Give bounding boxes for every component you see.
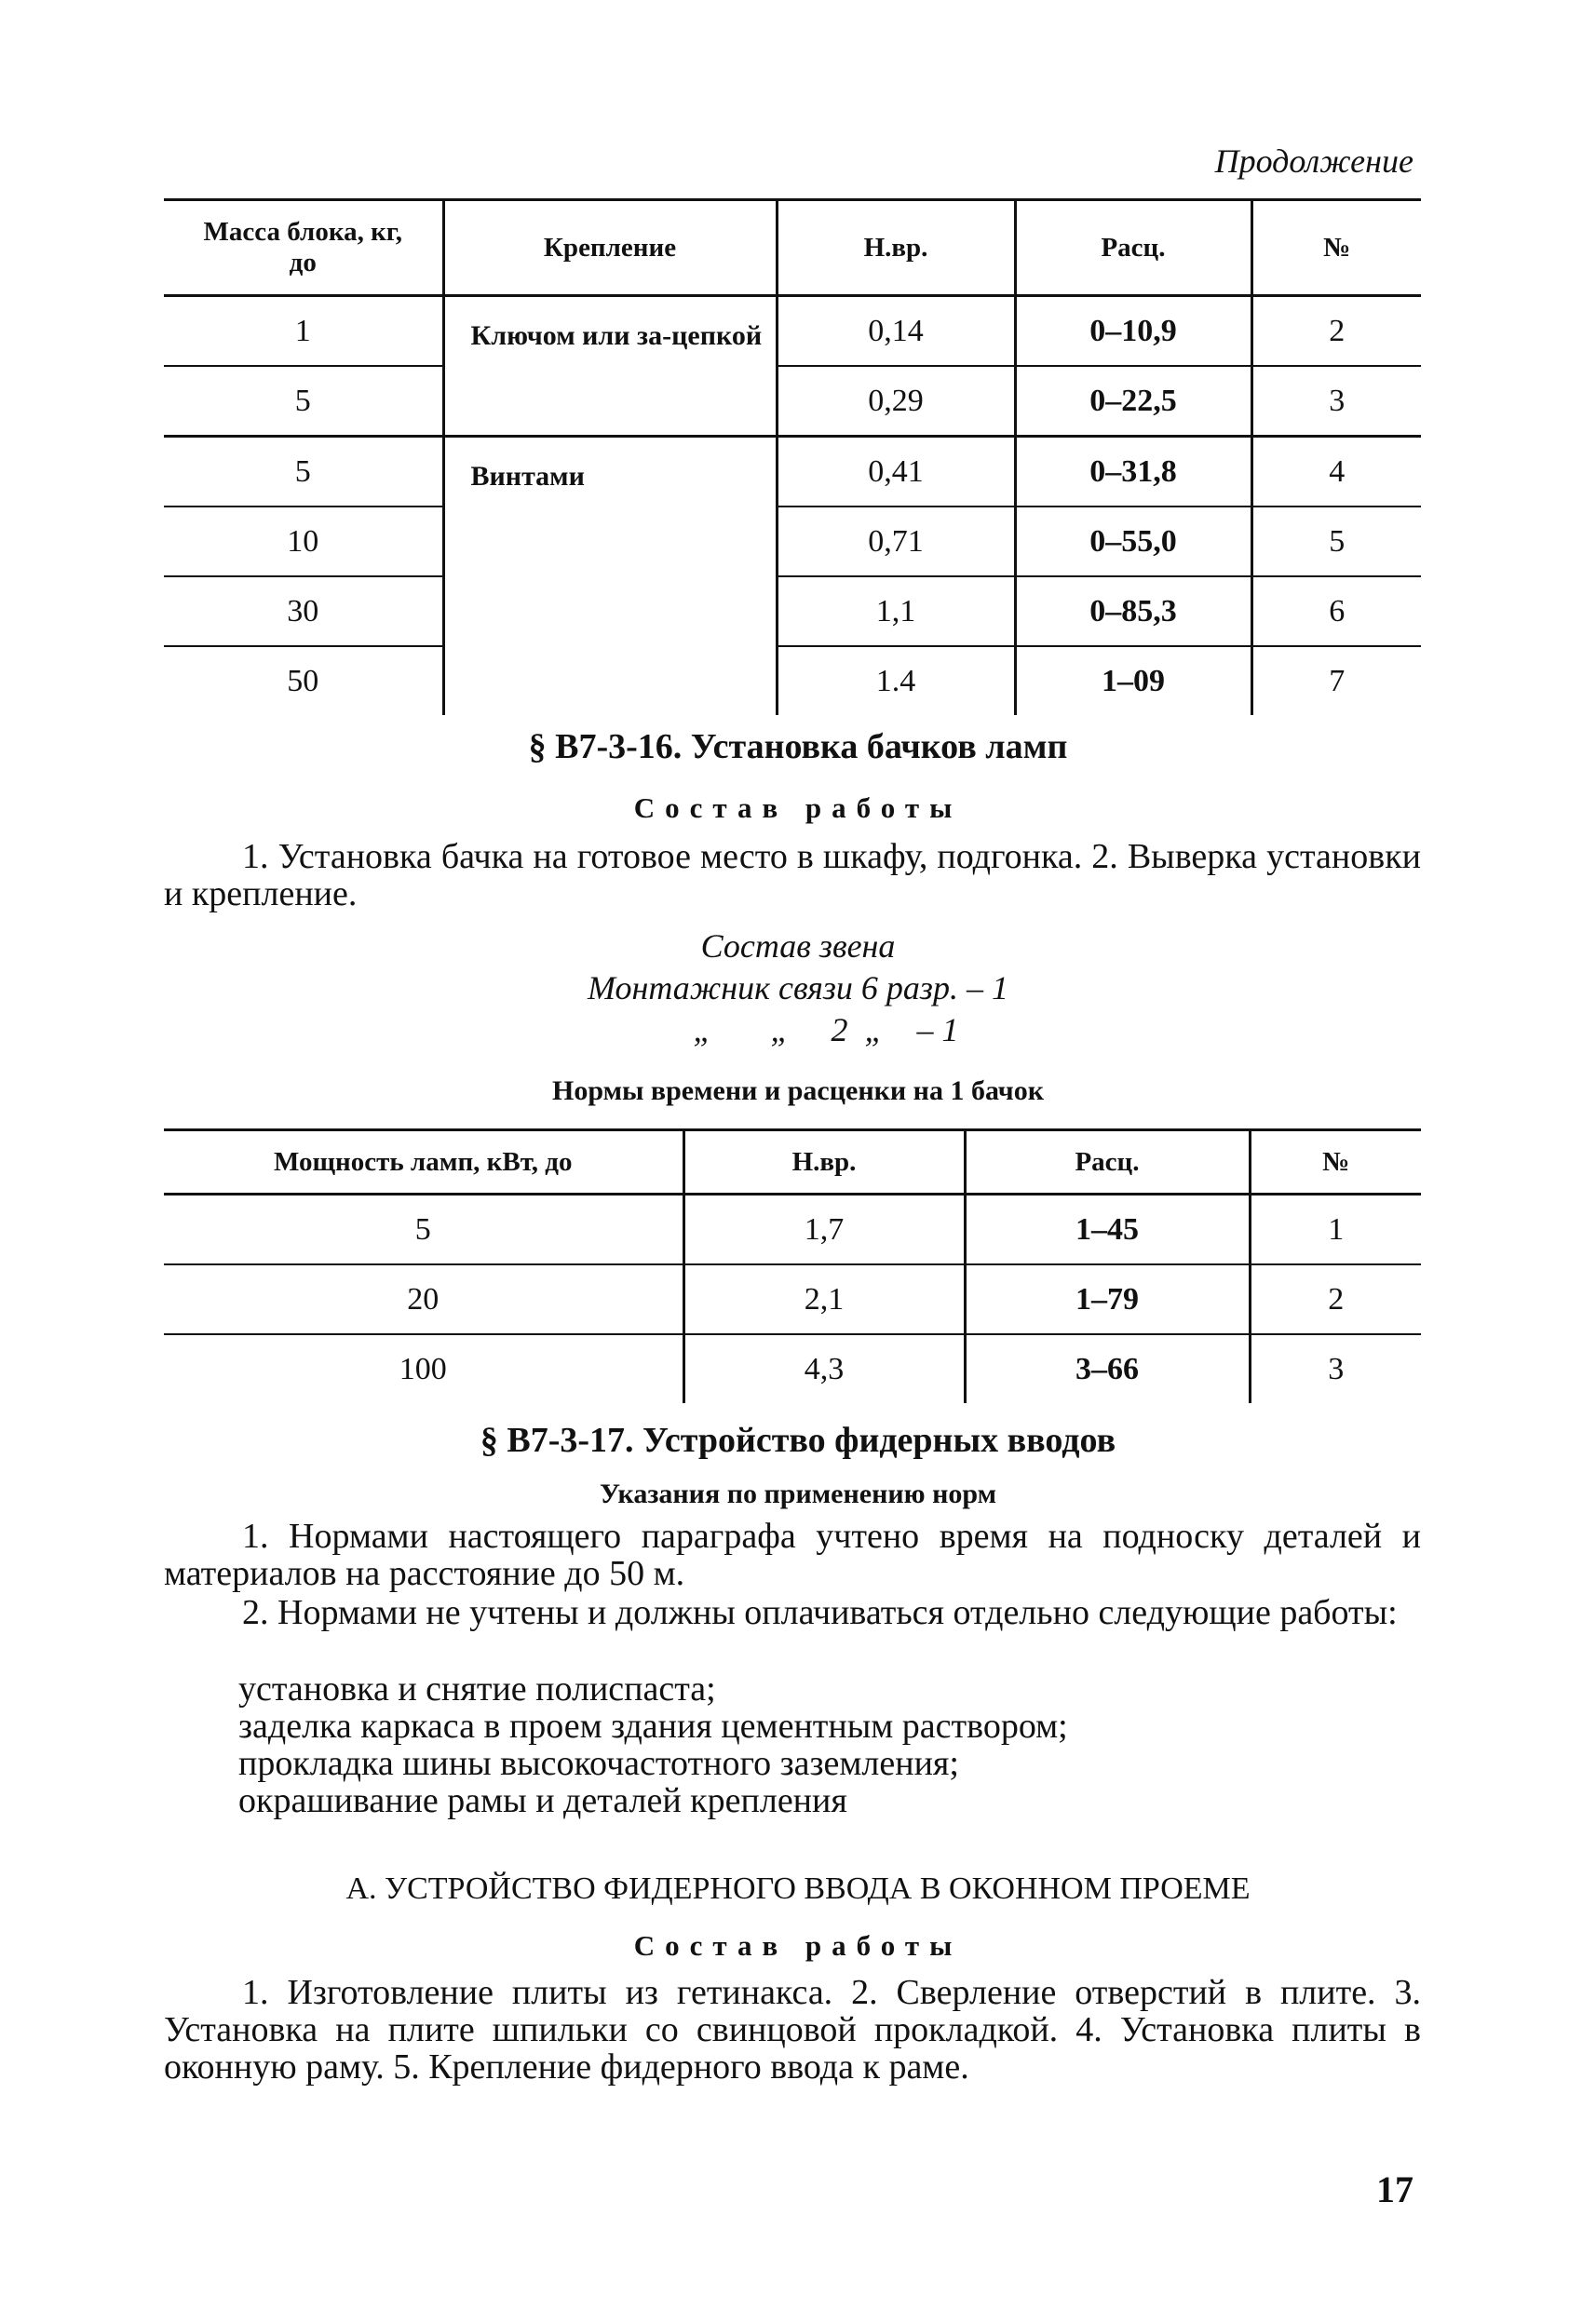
table-row — [164, 1264, 1421, 1334]
cell-mass: 10 — [164, 507, 443, 576]
cell-rasc: 1–09 — [1015, 646, 1251, 715]
cell-mass: 5 — [164, 366, 443, 437]
excluded-works-list — [238, 1670, 1421, 1819]
table-row — [164, 437, 1421, 507]
cell-no: 2 — [1251, 296, 1421, 367]
header-rasc: Расц. — [1015, 200, 1251, 296]
table-row — [164, 507, 1421, 576]
cell-power: 5 — [164, 1195, 683, 1265]
page-number: 17 — [1376, 2168, 1413, 2210]
cell-rasc: 1–79 — [965, 1264, 1250, 1334]
cell-mass: 30 — [164, 576, 443, 646]
section-17-work-heading: Состав работы — [633, 1929, 963, 1962]
table-row — [164, 296, 1421, 367]
cell-rasc: 1–45 — [965, 1195, 1250, 1265]
cell-nvr: 2,1 — [683, 1264, 965, 1334]
header-mount: Крепление — [443, 200, 777, 296]
list-item: заделка каркаса в проем здания цементным раствором; — [238, 1707, 1068, 1746]
header-no: № — [1250, 1130, 1421, 1195]
cell-nvr: 1,7 — [683, 1195, 965, 1265]
subsection-a-title: А. УСТРОЙСТВО ФИДЕРНОГО ВВОДА В ОКОННОМ ПРОЕМЕ — [345, 1871, 1251, 1906]
cell-nvr: 4,3 — [683, 1334, 965, 1403]
cell-no: 1 — [1250, 1195, 1421, 1265]
guide-paragraph-1: 1. Нормами настоящего параграфа учтено время на подноску деталей и материалов на расстояние до 50 м. — [164, 1517, 1421, 1593]
cell-no: 3 — [1251, 366, 1421, 437]
mass-mount-table — [164, 198, 1421, 715]
cell-rasc: 0–55,0 — [1015, 507, 1251, 576]
table-header-row — [164, 1130, 1421, 1195]
lamp-power-table — [164, 1128, 1421, 1403]
section-16-work-text: 1. Установка бачка на готовое место в шкафу, подгонка. 2. Выверка установки и крепление. — [164, 837, 1421, 913]
section-17-work-text: 1. Изготовление плиты из гетинакса. 2. Сверление отверстий в плите. 3. Установка на плите шпильки со свинцовой прокладкой. 4. Установка плиты в оконную раму. 5. Крепление фидерного ввода к раме. — [164, 1973, 1421, 2087]
cell-nvr: 0,71 — [777, 507, 1015, 576]
cell-nvr: 1,1 — [777, 576, 1015, 646]
cell-nvr: 0,14 — [777, 296, 1015, 367]
cell-no: 7 — [1251, 646, 1421, 715]
cell-rasc: 0–22,5 — [1015, 366, 1251, 437]
cell-nvr: 0,29 — [777, 366, 1015, 437]
norms-heading: Нормы времени и расценки на 1 бачок — [552, 1075, 1044, 1106]
continuation-label: Продолжение — [1214, 142, 1413, 180]
cell-rasc: 3–66 — [965, 1334, 1250, 1403]
crew-line-2: „ „ 2 „ – 1 — [693, 1011, 959, 1048]
table-row — [164, 366, 1421, 437]
section-16-work-heading: Состав работы — [633, 791, 963, 824]
list-item: прокладка шины высокочастотного заземления; — [238, 1744, 959, 1783]
table-row — [164, 576, 1421, 646]
guide-heading: Указания по применению норм — [599, 1479, 997, 1509]
cell-no: 5 — [1251, 507, 1421, 576]
cell-mass: 1 — [164, 296, 443, 367]
section-17-title: § В7-3-17. Устройство фидерных вводов — [480, 1421, 1116, 1460]
guide-paragraph-2: 2. Нормами не учтены и должны оплачиваться отдельно следующие работы: — [242, 1593, 1398, 1632]
header-rasc: Расц. — [965, 1130, 1250, 1195]
section-16-title: § В7-3-16. Установка бачков ламп — [528, 727, 1068, 766]
cell-no: 4 — [1251, 437, 1421, 507]
cell-nvr: 0,41 — [777, 437, 1015, 507]
crew-heading: Состав звена — [700, 927, 896, 965]
cell-power: 100 — [399, 1351, 447, 1386]
cell-mass: 50 — [287, 663, 319, 698]
list-item: установка и снятие полиспаста; — [238, 1669, 716, 1709]
table-row — [164, 1195, 1421, 1265]
cell-no: 2 — [1250, 1264, 1421, 1334]
table-row — [164, 646, 1421, 715]
cell-nvr: 1.4 — [777, 646, 1015, 715]
header-power: Мощность ламп, кВт, до — [164, 1130, 683, 1195]
header-nvr: Н.вр. — [777, 200, 1015, 296]
cell-mount-key: Ключом или за-цепкой — [443, 296, 777, 437]
cell-rasc: 0–85,3 — [1015, 576, 1251, 646]
cell-rasc: 0–10,9 — [1015, 296, 1251, 367]
header-nvr: Н.вр. — [683, 1130, 965, 1195]
cell-mount-screws: Винтами — [443, 437, 777, 716]
table-header-row — [164, 200, 1421, 296]
header-no: № — [1251, 200, 1421, 296]
cell-no: 3 — [1250, 1334, 1421, 1403]
cell-no: 6 — [1251, 576, 1421, 646]
list-item: окрашивание рамы и деталей крепления — [238, 1781, 847, 1820]
header-mass: Масса блока, кг, до — [164, 200, 443, 296]
cell-power: 20 — [164, 1264, 683, 1334]
cell-mass: 5 — [164, 437, 443, 507]
crew-line-1: Монтажник связи 6 разр. – 1 — [588, 969, 1008, 1006]
cell-rasc: 0–31,8 — [1015, 437, 1251, 507]
table-row — [164, 1334, 1421, 1403]
